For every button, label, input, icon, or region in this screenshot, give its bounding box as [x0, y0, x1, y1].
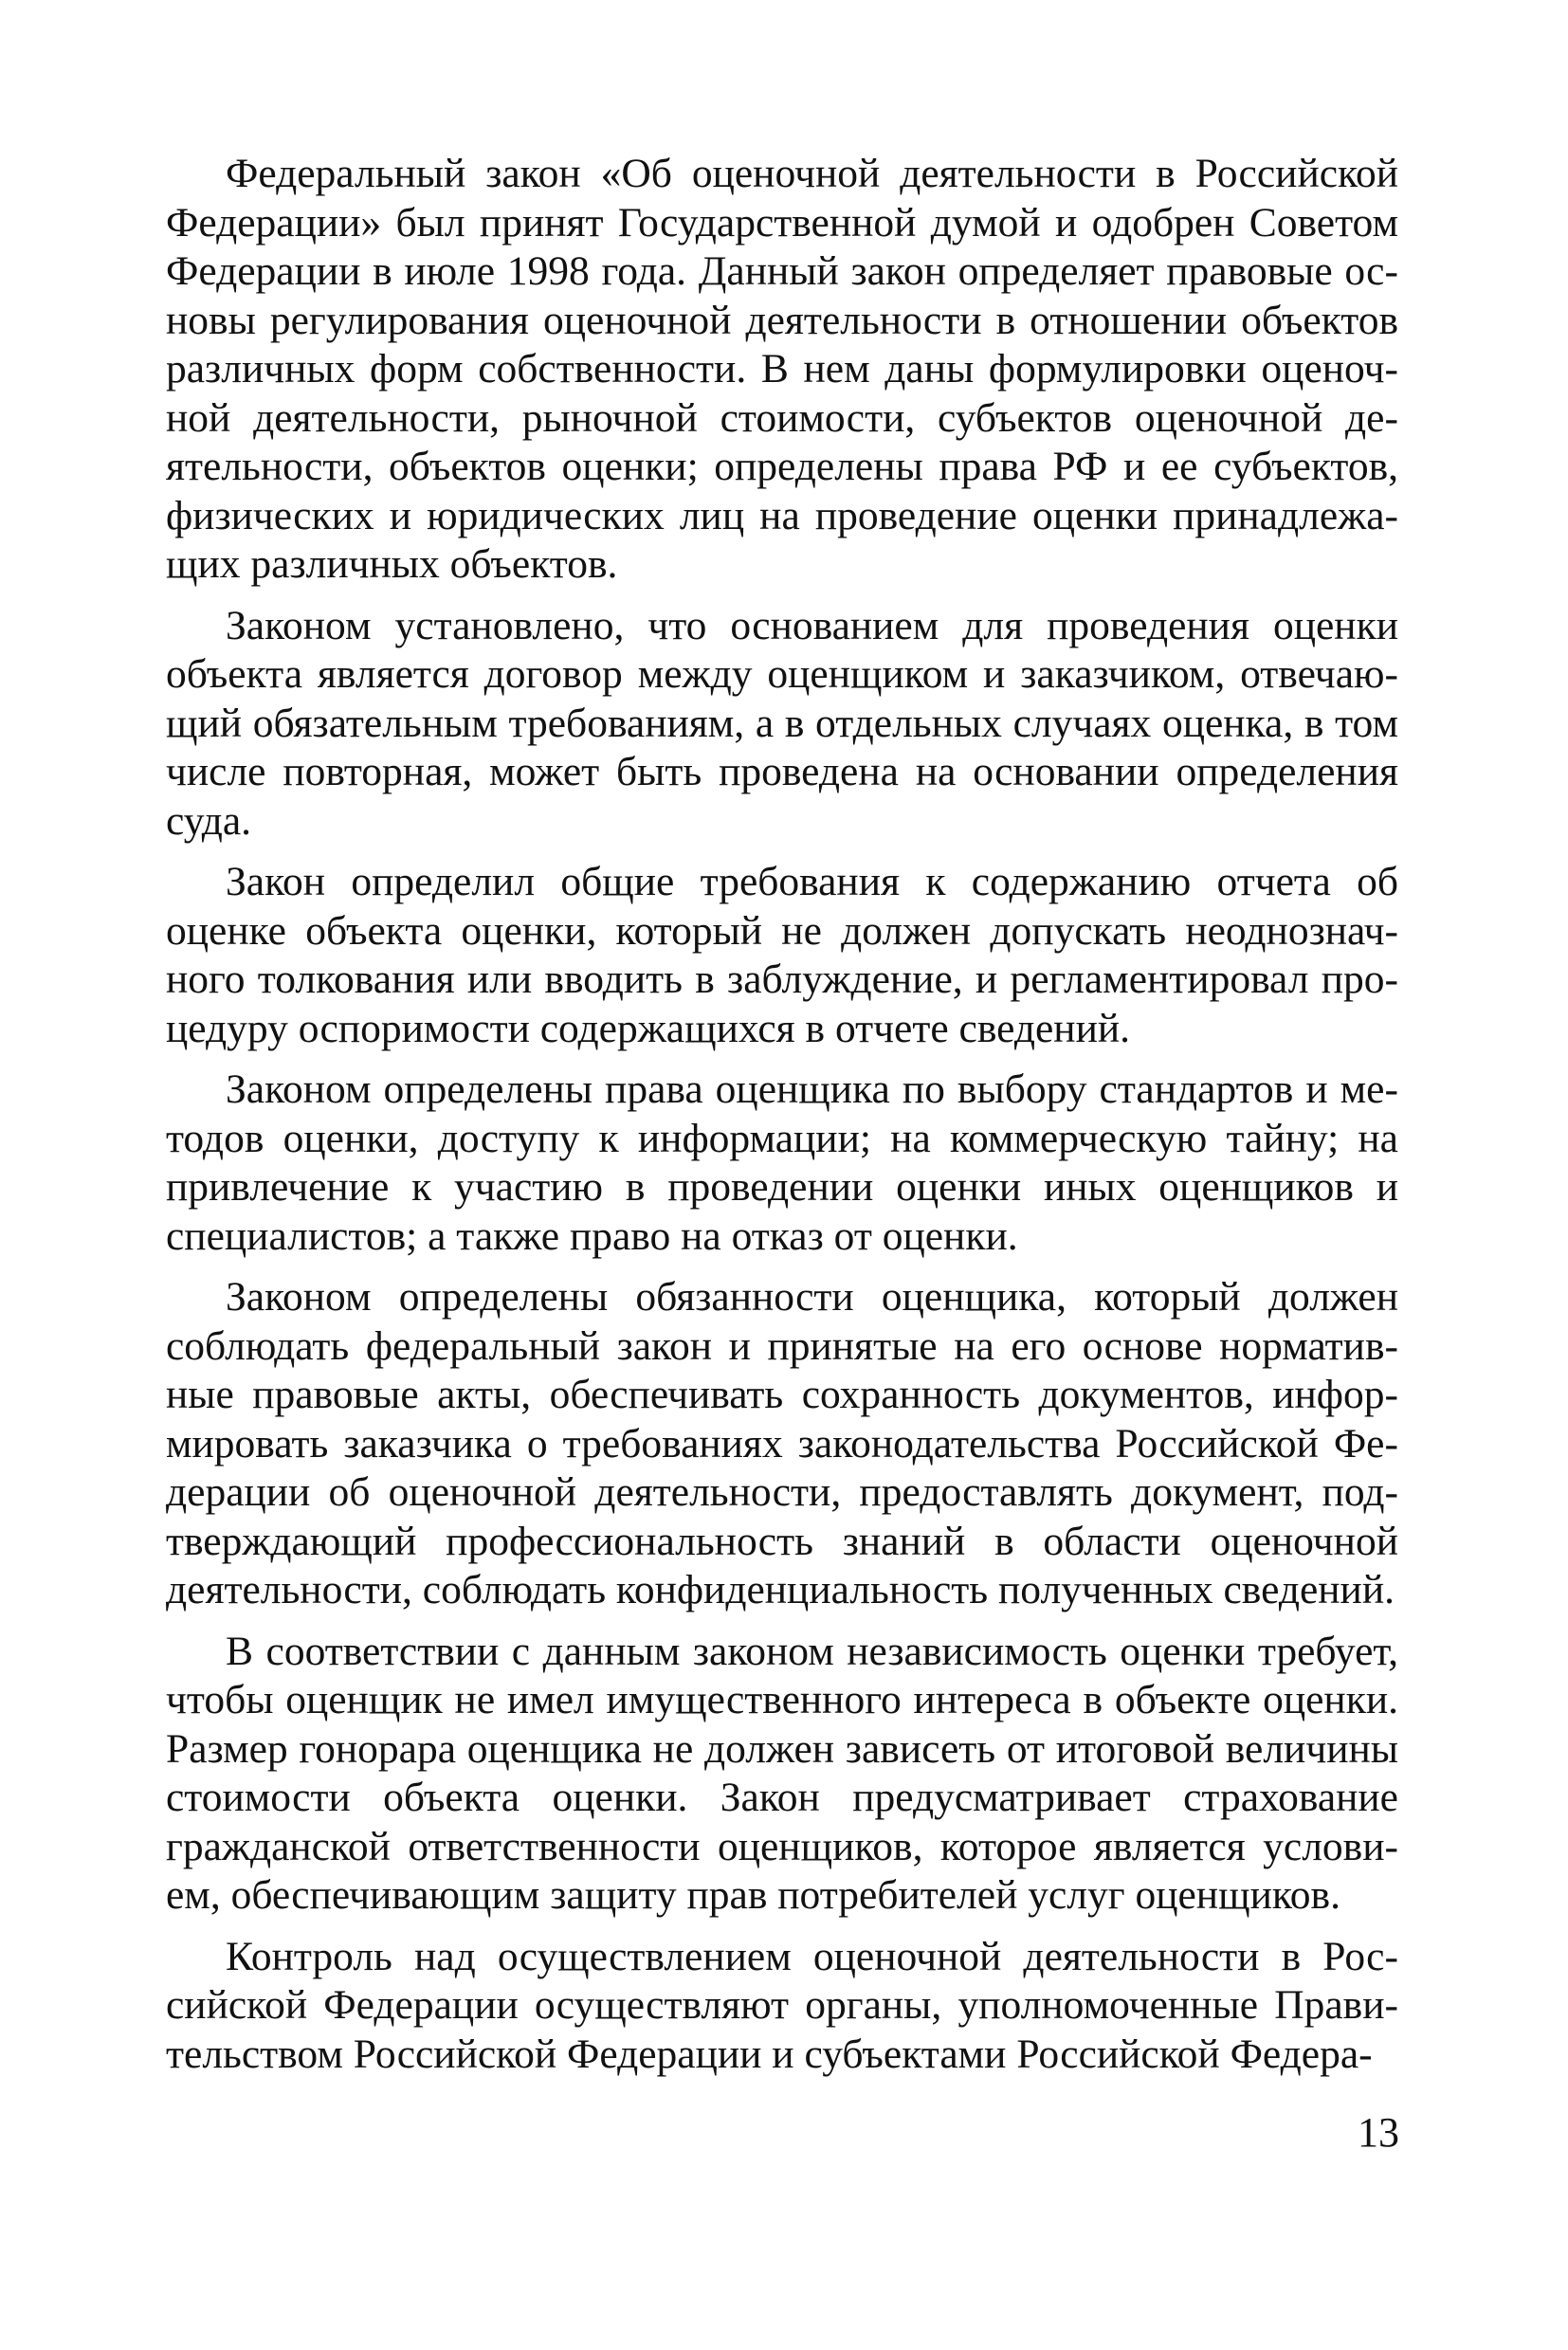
paragraph-basis-for-appraisal: Законом установлено, что основанием для проведения оценки объекта является договор между оценщиком и заказчиком, отвечающий обязательным требованиям, а в отдельных случаях оценка, в том числе повторная, может быть проведена на основании определения суда. — [166, 602, 1398, 844]
body-text — [166, 150, 1398, 2091]
page-number: 13 — [1358, 2109, 1399, 2156]
paragraph-appraiser-duties: Законом определены обязанности оценщика, который должен соблюдать федеральный закон и принятые на его основе нормативные правовые акты, обеспечивать сохранность документов, информировать заказчика о требованиях законодательства Российской Федерации об оценочной деятельности, предоставлять документ, подтверждающий профессиональность знаний в области оценочной деятельности, соблюдать конфиденциальность полученных сведений. — [166, 1274, 1398, 1612]
paragraph-appraiser-rights: Законом определены права оценщика по выбору стандартов и методов оценки, доступу к информации; на коммерческую тайну; на привлечение к участию в проведении оценки иных оценщиков и специалистов; а также право на отказ от оценки. — [166, 1066, 1398, 1259]
paragraph-report-requirements: Закон определил общие требования к содержанию отчета об оценке объекта оценки, который не должен допускать неоднозначного толкования или вводить в заблуждение, и регламентировал процедуру оспоримости содержащихся в отчете сведений. — [166, 859, 1398, 1051]
paragraph-control: Контроль над осуществлением оценочной деятельности в Российской Федерации осуществляют органы, уполномоченные Правительством Российской Федерации и субъектами Российской Федера- — [166, 1933, 1398, 2077]
paragraph-federal-law: Федеральный закон «Об оценочной деятельности в Российской Федерации» был принят Государственной думой и одобрен Советом Федерации в июле 1998 года. Данный закон определяет правовые основы регулирования оценочной деятельности в отношении объектов различных форм собственности. В нем даны формулировки оценочной деятельности, рыночной стоимости, субъектов оценочной деятельности, объектов оценки; определены права РФ и ее субъектов, физических и юридических лиц на проведение оценки принадлежащих различных объектов. — [166, 151, 1398, 587]
paragraph-independence: В соответствии с данным законом независимость оценки требует, чтобы оценщик не имел имущественного интереса в объекте оценки. Размер гонорара оценщика не должен зависеть от итоговой величины стоимости объекта оценки. Закон предусматривает страхование гражданской ответственности оценщиков, которое является условием, обеспечивающим защиту прав потребителей услуг оценщиков. — [166, 1628, 1398, 1918]
